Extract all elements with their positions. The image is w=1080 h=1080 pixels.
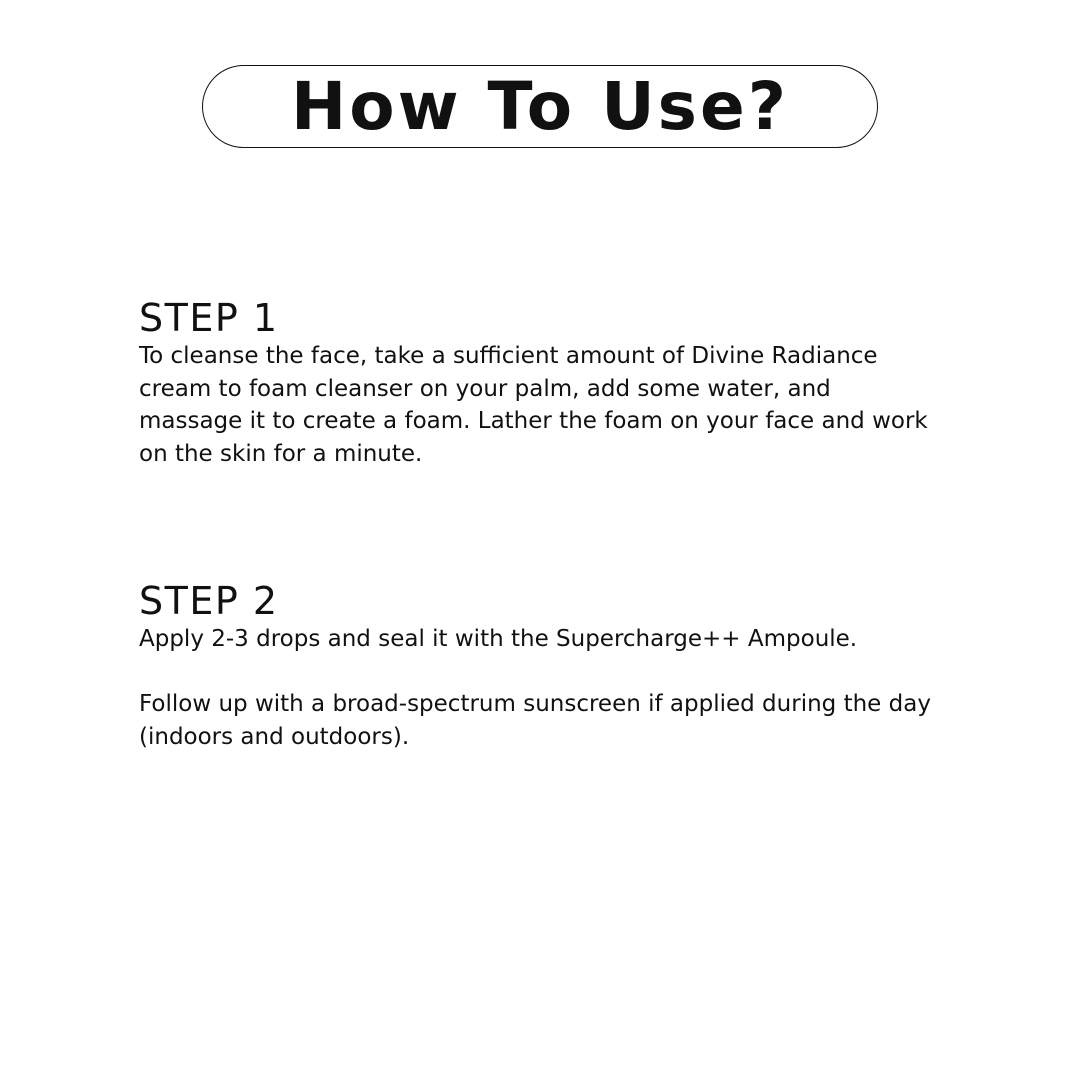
step-2-section — [139, 579, 939, 753]
step-1-section — [139, 296, 939, 470]
step-1-line: To cleanse the face, take a sufficient amount of Divine Radiance — [139, 343, 878, 369]
step-1-line: massage it to create a foam. Lather the foam on your face and work — [139, 408, 928, 434]
sunscreen-note-line: Follow up with a broad-spectrum sunscreen if applied during the day — [139, 691, 931, 717]
step-2-line: Apply 2-3 drops and seal it with the Supercharge++ Ampoule. — [139, 626, 858, 652]
step-2-instructions — [139, 623, 939, 656]
step-2-heading: STEP 2 — [139, 579, 279, 623]
title-banner — [202, 65, 878, 148]
sunscreen-note-line: (indoors and outdoors). — [139, 723, 410, 750]
step-1-line: cream to foam cleanser on your palm, add some water, and — [139, 375, 831, 402]
step-1-line: on the skin for a minute. — [139, 440, 423, 467]
step-1-instructions — [139, 340, 939, 470]
page-title: How To Use? — [290, 67, 790, 145]
step-1-heading: STEP 1 — [139, 296, 279, 340]
sunscreen-note — [139, 688, 939, 753]
